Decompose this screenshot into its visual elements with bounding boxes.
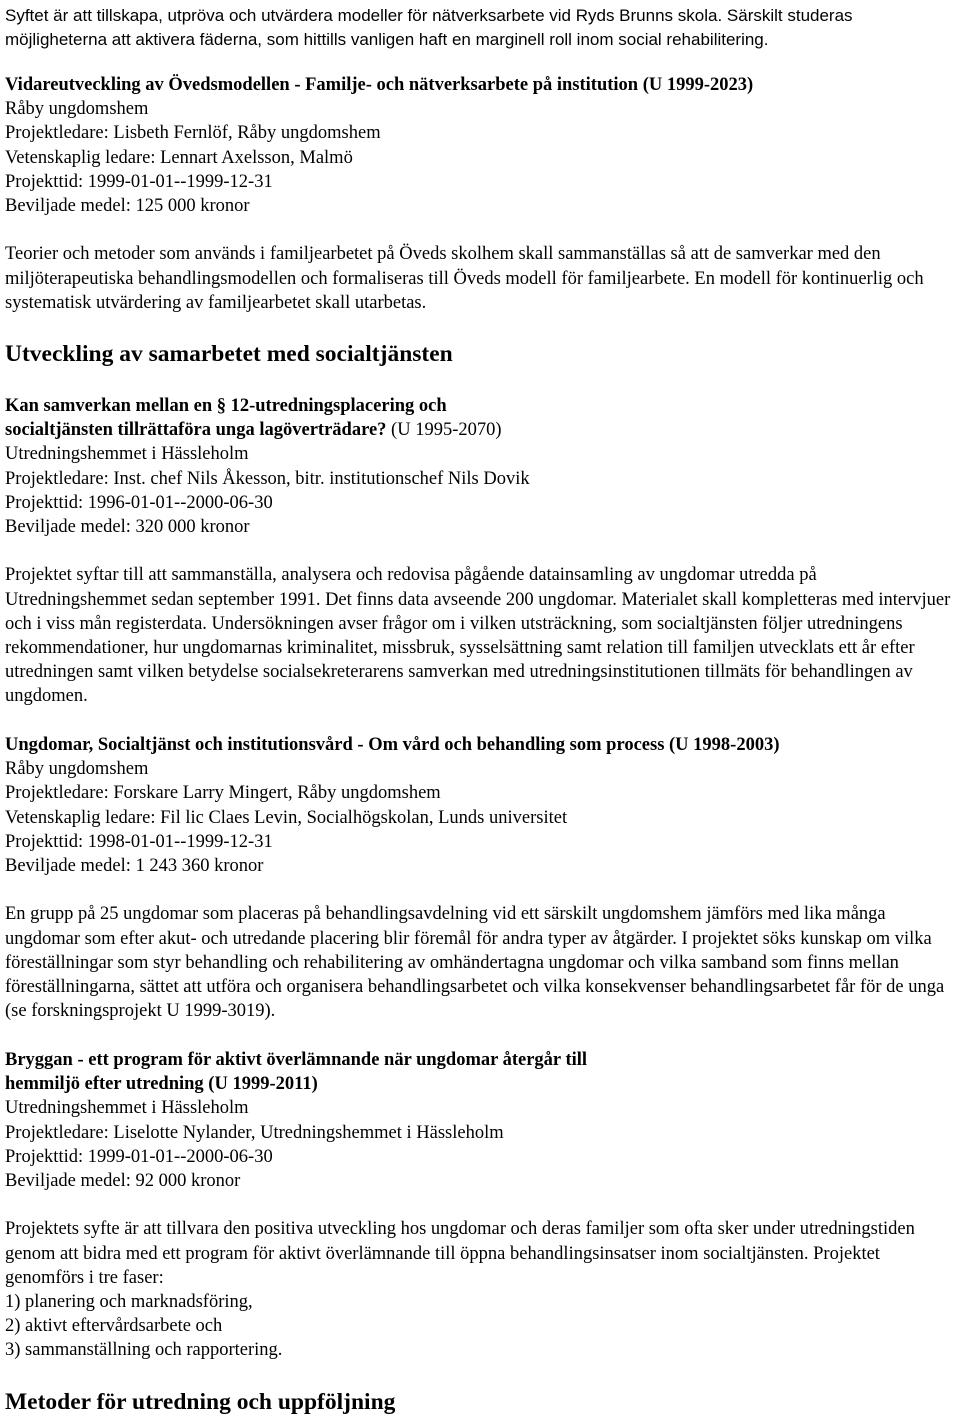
phase-item: 3) sammanställning och rapportering. bbox=[5, 1340, 283, 1361]
project-description: Teorier och metoder som används i familjearbetet på Öveds skolhem skall sammanställas så att de samverkar med den miljöterapeutiska behandlingsmodellen och formaliseras till Öveds modell för familjearbete. En modell för kontinuerlig och systematisk utvärdering av familjearbetet skall utarbetas. bbox=[5, 244, 924, 313]
project-period: Projekttid: 1999-01-01--2000-06-30 bbox=[5, 1146, 273, 1167]
project-funds: Beviljade medel: 92 000 kronor bbox=[5, 1171, 241, 1192]
project-title: Ungdomar, Socialtjänst och institutionsvård - Om vård och behandling som process (U 1998-2003) bbox=[5, 735, 780, 755]
project-period: Projekttid: 1998-01-01--1999-12-31 bbox=[5, 831, 273, 852]
project-description: Projektet syftar till att sammanställa, analysera och redovisa pågående datainsamling av ungdomar utredda på Utredningshemmet sedan september 1991. Det finns data avseende 200 ungdomar. Materialet skall kompletteras med intervjuer och i viss mån registerdata. Undersökningen avser frågor om i vilken utsträckning, som socialtjänsten följer utredningens rekommendationer, hur ungdomarnas kriminalitet, missbruk, sysselsättning samt relation till familjen utvecklats ett år efter utredningen samt vilken betydelse socialsekreterarens samverkan med utredningsinstitutionen tillmäts för behandlingen av ungdomen. bbox=[5, 565, 951, 707]
project-institution: Råby ungdomshem bbox=[5, 759, 149, 780]
intro-line-2: möjligheterna att aktivera fäderna, som hittills vanligen haft en marginell roll inom social rehabilitering. bbox=[5, 30, 769, 49]
project-title-line-2: hemmiljö efter utredning (U 1999-2011) bbox=[5, 1074, 318, 1095]
project-leader: Projektledare: Liselotte Nylander, Utredningshemmet i Hässleholm bbox=[5, 1122, 504, 1143]
project-funds: Beviljade medel: 1 243 360 kronor bbox=[5, 856, 264, 877]
project-description: En grupp på 25 ungdomar som placeras på behandlingsavdelning vid ett särskilt ungdomshem jämförs med lika många ungdomar som efter akut- och utredande placering blir föremål för andra typer av åtgärder. I projektet söks kunskap om vilka föreställningar som styr behandling och rehabilitering av omhändertagna ungdomar och vilka samband som finns mellan föreställningarna, sättet att utföra och organisera behandlingsarbetet och vilka konsekvenser behandlingsarbetet får för de unga (se forskningsprojekt U 1999-3019). bbox=[5, 904, 945, 1022]
project-leader: Projektledare: Inst. chef Nils Åkesson, bitr. institutionschef Nils Dovik bbox=[5, 468, 530, 489]
project-scientific-leader: Vetenskaplig ledare: Fil lic Claes Levin, Socialhögskolan, Lunds universitet bbox=[5, 807, 568, 828]
project-title: Vidareutveckling av Övedsmodellen - Familje- och nätverksarbete på institution (U 1999-2023) bbox=[5, 75, 754, 95]
project-paragraf-12 bbox=[5, 394, 957, 709]
project-vidareutveckling bbox=[5, 73, 957, 315]
project-bryggan bbox=[5, 1048, 957, 1363]
project-funds: Beviljade medel: 125 000 kronor bbox=[5, 196, 250, 217]
project-period: Projekttid: 1999-01-01--1999-12-31 bbox=[5, 171, 273, 192]
intro-paragraph bbox=[5, 4, 957, 52]
section-heading: Utveckling av samarbetet med socialtjänsten bbox=[5, 341, 453, 367]
project-institution: Utredningshemmet i Hässleholm bbox=[5, 444, 249, 465]
project-title-line-1: Kan samverkan mellan en § 12-utredningsplacering och bbox=[5, 396, 447, 416]
project-title-bold: socialtjänsten tillrättaföra unga lagöverträdare? bbox=[5, 420, 387, 441]
phase-item: 1) planering och marknadsföring, bbox=[5, 1292, 253, 1313]
project-institution: Råby ungdomshem bbox=[5, 99, 149, 120]
intro-line-1: Syftet är att tillskapa, utpröva och utvärdera modeller för nätverksarbete vid Ryds Brunns skola. Särskilt studeras bbox=[5, 6, 853, 25]
phase-item: 2) aktivt eftervårdsarbete och bbox=[5, 1316, 223, 1337]
section-heading: Metoder för utredning och uppföljning bbox=[5, 1389, 396, 1415]
project-description: Projektets syfte är att tillvara den positiva utveckling hos ungdomar och deras familjer som ofta sker under utredningstiden genom att bidra med ett program för aktivt överlämnande till öppna behandlingsinsatser inom socialtjänsten. Projektet genomförs i tre faser: bbox=[5, 1219, 915, 1288]
project-leader: Projektledare: Lisbeth Fernlöf, Råby ungdomshem bbox=[5, 123, 381, 144]
project-institution: Utredningshemmet i Hässleholm bbox=[5, 1098, 249, 1119]
project-code: (U 1995-2070) bbox=[386, 420, 502, 441]
project-ungdomar-socialtjanst bbox=[5, 733, 957, 1023]
project-scientific-leader: Vetenskaplig ledare: Lennart Axelsson, Malmö bbox=[5, 147, 353, 168]
project-title-line-1: Bryggan - ett program för aktivt överlämnande när ungdomar återgår till bbox=[5, 1050, 588, 1070]
project-funds: Beviljade medel: 320 000 kronor bbox=[5, 517, 250, 538]
project-leader: Projektledare: Forskare Larry Mingert, Råby ungdomshem bbox=[5, 783, 441, 804]
project-period: Projekttid: 1996-01-01--2000-06-30 bbox=[5, 492, 273, 513]
project-title-line-2 bbox=[5, 418, 957, 442]
